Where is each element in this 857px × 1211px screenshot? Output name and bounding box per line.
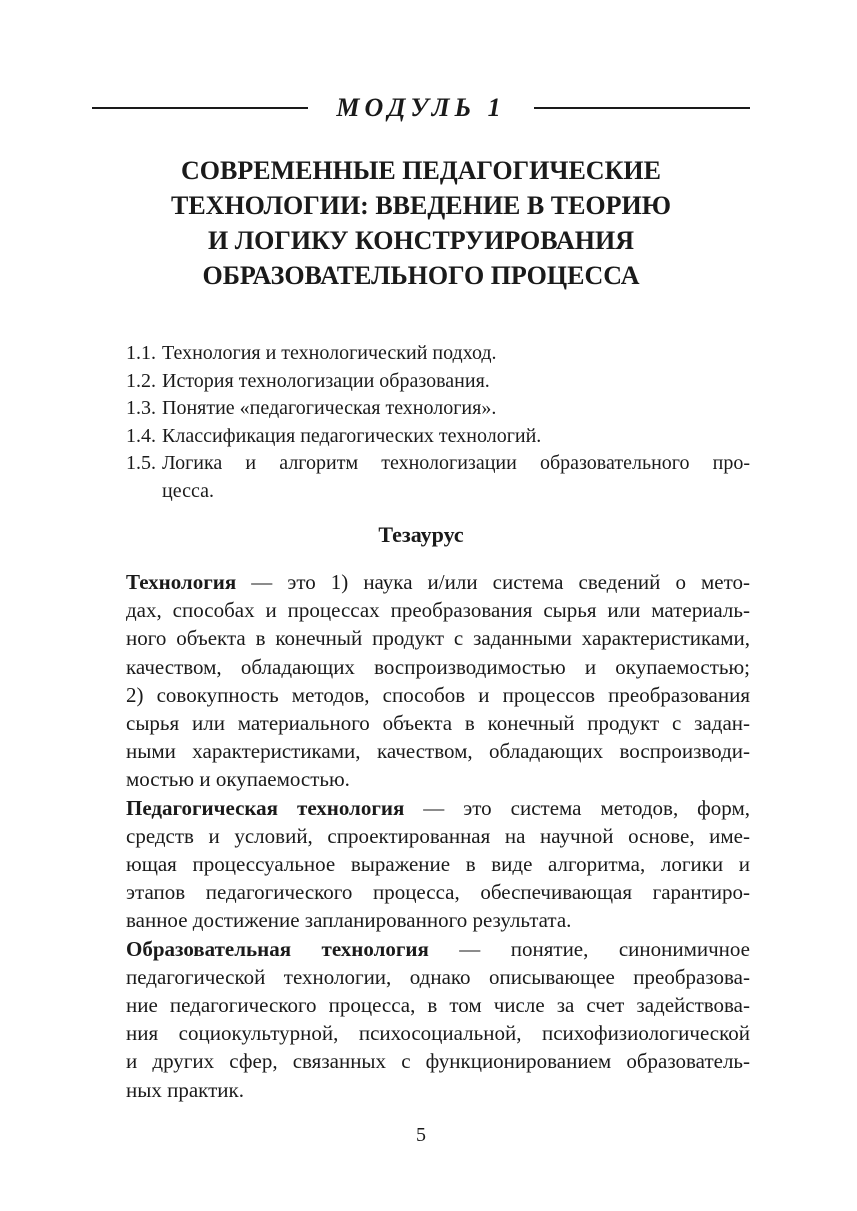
page-number: 5 xyxy=(416,1124,426,1146)
entry-last-line: мостью и окупаемостью. xyxy=(126,767,350,792)
toc-number: 1.5. xyxy=(126,452,156,474)
entry-line: и других сфер, связанных с функционированием образователь- xyxy=(126,1049,750,1074)
toc-text: Понятие «педагогическая технология». xyxy=(162,397,497,419)
entry-line: ного объекта в конечный продукт с заданными характеристиками, xyxy=(126,626,750,651)
entry-line: 2) совокупность методов, способов и процессов преобразования xyxy=(126,682,750,707)
entry-last-line: ных практик. xyxy=(126,1077,244,1102)
toc-text: Технология и технологический подход. xyxy=(162,342,497,364)
module-header xyxy=(92,88,750,128)
toc-item-continuation xyxy=(126,478,750,506)
entry-line: дах, способах и процессах преобразования сырья или материаль- xyxy=(126,598,750,623)
title-line: ОБРАЗОВАТЕЛЬНОГО ПРОЦЕССА xyxy=(202,261,640,290)
toc-text: История технологизации образования. xyxy=(162,369,490,392)
toc-item xyxy=(126,368,750,396)
title-line: И ЛОГИКУ КОНСТРУИРОВАНИЯ xyxy=(208,226,634,255)
toc-item xyxy=(126,340,750,368)
title-line: СОВРЕМЕННЫЕ ПЕДАГОГИЧЕСКИЕ xyxy=(181,156,661,185)
entry-line: ние педагогического процесса, в том числе за счет задействова- xyxy=(126,993,750,1018)
entry-line: ния социокультурной, психосоциальной, психофизиологической xyxy=(126,1021,750,1046)
toc-text: Логика и алгоритм технологизации образовательного про- xyxy=(162,452,750,474)
toc-number: 1.4. xyxy=(126,424,156,447)
chapter-title xyxy=(92,153,750,293)
toc-item xyxy=(126,395,750,423)
entry-line: сырья или материального объекта в конечный продукт с задан- xyxy=(126,711,750,736)
thesaurus-entry xyxy=(92,568,750,794)
toc-item xyxy=(126,423,750,451)
left-rule xyxy=(92,107,308,109)
toc-number: 1.3. xyxy=(126,397,156,419)
entry-first-line xyxy=(92,935,750,963)
entry-text: — это система методов, форм, xyxy=(404,795,751,820)
toc-number: 1.2. xyxy=(126,369,156,392)
table-of-contents xyxy=(126,340,750,505)
toc-number: 1.1. xyxy=(126,342,156,364)
entry-last-line: ванное достижение запланированного результата. xyxy=(126,908,572,933)
thesaurus-body xyxy=(92,568,750,1104)
toc-item xyxy=(126,450,750,478)
thesaurus-heading: Тезаурус xyxy=(378,522,464,547)
right-rule xyxy=(534,107,750,109)
entry-line: качеством, обладающих воспроизводимостью и окупаемостью; xyxy=(126,654,750,679)
entry-line: педагогической технологии, однако описывающее преобразова- xyxy=(126,964,750,989)
module-label: МОДУЛЬ 1 xyxy=(336,93,506,122)
entry-first-line xyxy=(92,568,750,596)
entry-term: Педагогическая технология xyxy=(126,795,405,820)
entry-text: — понятие, синонимичное xyxy=(428,936,750,961)
entry-text: — это 1) наука и/или система сведений о мето- xyxy=(236,570,750,594)
thesaurus-entry xyxy=(92,794,750,935)
thesaurus-entry xyxy=(92,935,750,1104)
toc-text: Классификация педагогических технологий. xyxy=(162,424,542,447)
entry-line: этапов педагогического процесса, обеспечивающая гарантиро- xyxy=(126,880,750,905)
entry-term: Технология xyxy=(126,570,237,594)
toc-text: цесса. xyxy=(162,479,214,502)
entry-line: средств и условий, спроектированная на научной основе, име- xyxy=(126,823,750,848)
title-line: ТЕХНОЛОГИИ: ВВЕДЕНИЕ В ТЕОРИЮ xyxy=(170,191,672,220)
entry-term: Образовательная технология xyxy=(126,936,429,961)
entry-first-line xyxy=(92,794,750,822)
entry-line: ющая процессуальное выражение в виде алгоритма, логики и xyxy=(126,852,750,877)
entry-line: ными характеристиками, качеством, обладающих воспроизводи- xyxy=(126,739,750,764)
